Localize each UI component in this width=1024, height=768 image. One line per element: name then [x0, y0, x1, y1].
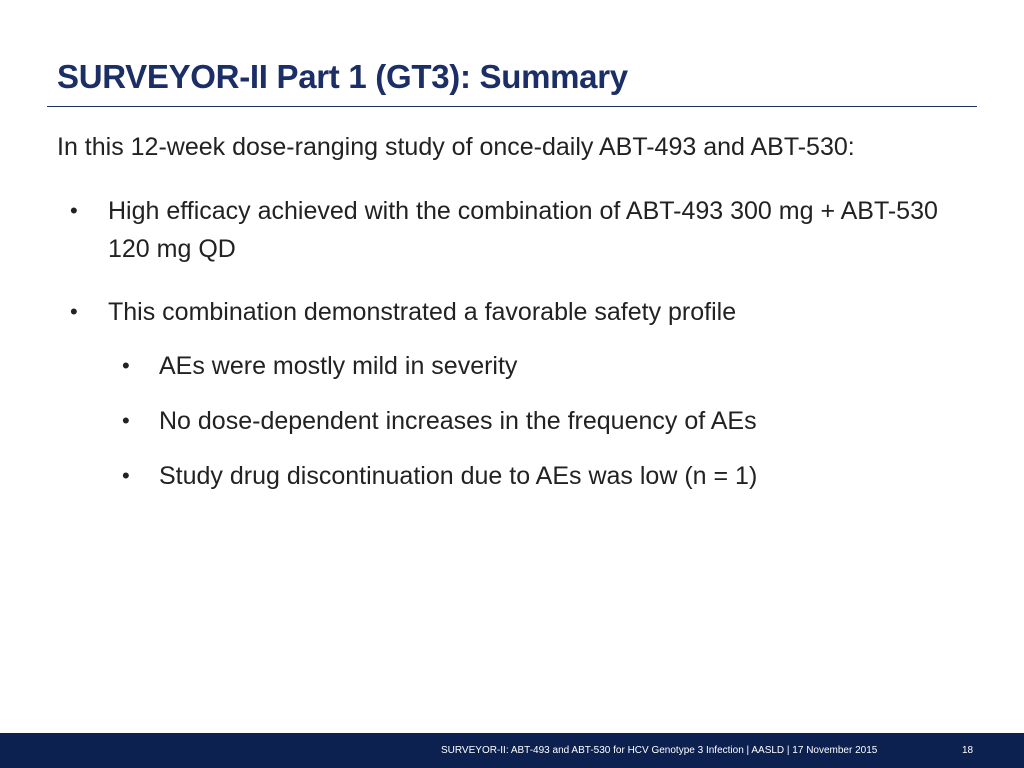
bullet-item: [70, 192, 960, 268]
slide-title: SURVEYOR-II Part 1 (GT3): Summary: [57, 58, 628, 95]
sub-bullet-marker: •: [122, 408, 130, 433]
footer-bar: [0, 733, 1024, 768]
sub-bullet-item: [122, 347, 962, 385]
sub-bullet-item: [122, 457, 962, 495]
sub-bullet-text: Study drug discontinuation due to AEs was low (n = 1): [159, 462, 758, 490]
title-divider: [47, 106, 977, 107]
bullet-item: [70, 293, 960, 331]
sub-bullet-text: AEs were mostly mild in severity: [159, 352, 518, 380]
sub-bullet-text: No dose-dependent increases in the frequency of AEs: [159, 407, 757, 435]
bullet-marker: •: [70, 299, 78, 324]
intro-text: In this 12-week dose-ranging study of once-daily ABT-493 and ABT-530:: [57, 133, 855, 161]
footer-citation: SURVEYOR-II: ABT-493 and ABT-530 for HCV Genotype 3 Infection | AASLD | 17 November 2015: [441, 745, 878, 756]
sub-bullet-item: [122, 402, 962, 440]
bullet-marker: •: [70, 198, 78, 223]
page-number: 18: [962, 745, 974, 756]
bullet-text: High efficacy achieved with the combination of ABT-493 300 mg + ABT-530 120 mg QD: [108, 197, 938, 263]
sub-bullet-marker: •: [122, 353, 130, 378]
sub-bullet-marker: •: [122, 463, 130, 488]
bullet-text: This combination demonstrated a favorable safety profile: [108, 298, 737, 326]
